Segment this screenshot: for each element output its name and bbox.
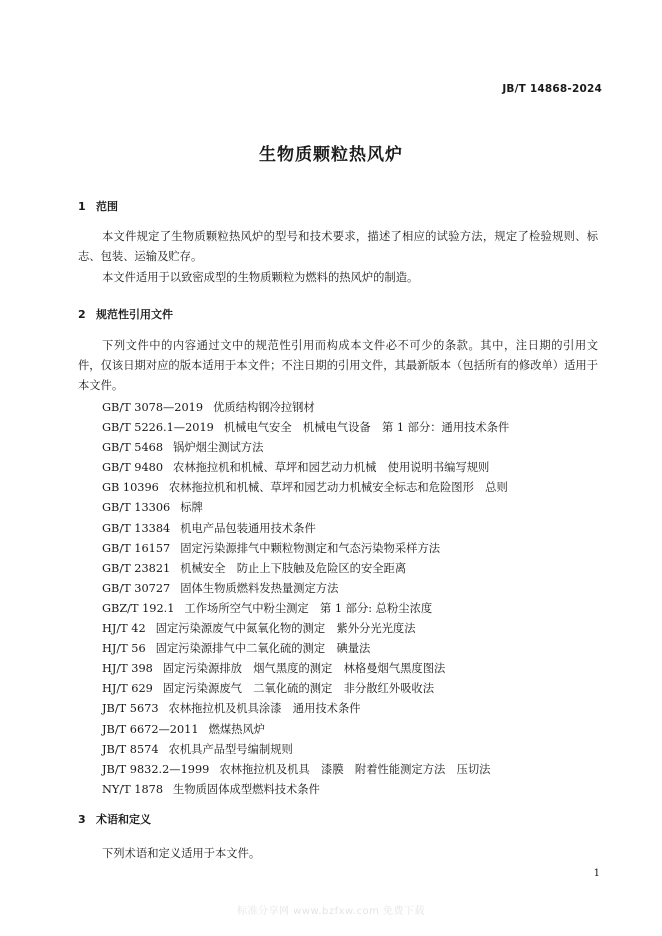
reference-title: 固定污染源废气中氮氧化物的测定 紫外分光光度法 <box>155 622 416 636</box>
reference-title: 工作场所空气中粉尘测定 第 1 部分: 总粉尘浓度 <box>184 601 433 615</box>
reference-title: 固定污染源排气中颗粒物测定和气态污染物采样方法 <box>180 541 441 555</box>
section-number: 2 <box>78 308 86 321</box>
reference-title: 生物质固体成型燃料技术条件 <box>173 782 320 796</box>
reference-item <box>102 418 509 438</box>
reference-code: GB/T 13306 <box>102 501 171 515</box>
reference-code: GB/T 16157 <box>102 541 171 555</box>
reference-item <box>102 398 509 418</box>
reference-list <box>102 398 509 800</box>
reference-code: JB/T 5673 <box>102 702 159 716</box>
section-heading-scope <box>78 198 118 214</box>
reference-title: 固定污染源排气中二氧化硫的测定 碘量法 <box>155 642 371 656</box>
reference-code: GB/T 5226.1—2019 <box>102 421 214 435</box>
reference-title: 农林拖拉机和机械、草坪和园艺动力机械安全标志和危险图形 总则 <box>168 481 508 495</box>
reference-title: 农林拖拉机及机具 漆膜 附着性能测定方法 压切法 <box>219 762 491 776</box>
watermark: 标准分享网 www.bzfxw.com 免费下载 <box>237 906 425 917</box>
section-title: 规范性引用文件 <box>96 308 173 321</box>
reference-item <box>102 639 509 659</box>
reference-item <box>102 740 509 760</box>
reference-title: 固体生物质燃料发热量测定方法 <box>180 581 339 595</box>
reference-item <box>102 458 509 478</box>
reference-title: 固定污染源废气 二氧化硫的测定 非分散红外吸收法 <box>162 682 435 696</box>
reference-item <box>102 659 509 679</box>
reference-item <box>102 519 509 539</box>
reference-item <box>102 579 509 599</box>
reference-item <box>102 780 509 800</box>
section-heading-terms-and-definitions <box>78 811 151 827</box>
section-title: 术语和定义 <box>96 813 151 826</box>
section-heading-normative-references <box>78 306 173 322</box>
document-title: 生物质颗粒热风炉 <box>259 145 403 165</box>
reference-code: HJ/T 42 <box>102 622 146 636</box>
reference-item <box>102 619 509 639</box>
reference-item <box>102 438 509 458</box>
page-number: 1 <box>593 868 600 879</box>
scope-paragraph-2: 本文件适用于以致密成型的生物质颗粒为燃料的热风炉的制造。 <box>102 271 419 284</box>
section-title: 范围 <box>96 200 118 213</box>
section-number: 1 <box>78 200 86 213</box>
reference-item <box>102 478 509 498</box>
reference-code: JB/T 9832.2—1999 <box>102 762 210 776</box>
reference-title: 机械电气安全 机械电气设备 第 1 部分：通用技术条件 <box>223 421 510 435</box>
reference-code: NY/T 1878 <box>102 782 164 796</box>
reference-item <box>102 760 509 780</box>
reference-item <box>102 539 509 559</box>
reference-code: JB/T 8574 <box>102 742 159 756</box>
reference-title: 机电产品包装通用技术条件 <box>180 521 316 535</box>
standard-code: JB/T 14868-2024 <box>502 83 602 95</box>
section-number: 3 <box>78 813 86 826</box>
reference-title: 标牌 <box>180 501 203 515</box>
reference-code: HJ/T 56 <box>102 642 146 656</box>
reference-title: 优质结构钢冷拉钢材 <box>213 401 315 414</box>
reference-code: GB/T 3078—2019 <box>102 401 204 414</box>
terms-intro-paragraph: 下列术语和定义适用于本文件。 <box>102 847 261 860</box>
reference-code: GB/T 13384 <box>102 521 171 535</box>
reference-code: HJ/T 398 <box>102 662 153 676</box>
reference-code: GB 10396 <box>102 481 159 495</box>
reference-title: 燃煤热风炉 <box>208 722 266 736</box>
reference-code: GB/T 23821 <box>102 561 171 575</box>
scope-paragraph-1: 本文件规定了生物质颗粒热风炉的型号和技术要求，描述了相应的试验方法，规定了检验规则、标志、包装、运输及贮存。 <box>78 230 598 263</box>
reference-code: GB/T 9480 <box>102 461 164 475</box>
reference-title: 固定污染源排放 烟气黑度的测定 林格曼烟气黑度图法 <box>162 662 446 676</box>
reference-item <box>102 599 509 619</box>
reference-title: 农林拖拉机和机械、草坪和园艺动力机械 使用说明书编写规则 <box>173 461 490 475</box>
reference-code: JB/T 6672—2011 <box>102 722 199 736</box>
reference-code: GB/T 30727 <box>102 581 171 595</box>
normative-intro-paragraph: 下列文件中的内容通过文中的规范性引用而构成本文件必不可少的条款。其中，注日期的引用文件，仅该日期对应的版本适用于本文件；不注日期的引用文件，其最新版本（包括所有的修改单）适用于本文件。 <box>78 339 598 392</box>
reference-code: HJ/T 629 <box>102 682 153 696</box>
reference-title: 机械安全 防止上下肢触及危险区的安全距离 <box>180 561 407 575</box>
reference-title: 农机具产品型号编制规则 <box>168 742 293 756</box>
reference-code: GBZ/T 192.1 <box>102 601 175 615</box>
reference-item <box>102 699 509 719</box>
reference-item <box>102 498 509 518</box>
reference-code: GB/T 5468 <box>102 441 164 455</box>
reference-item <box>102 679 509 699</box>
reference-item <box>102 559 509 579</box>
reference-title: 农林拖拉机及机具涂漆 通用技术条件 <box>168 702 361 716</box>
reference-title: 锅炉烟尘测试方法 <box>173 441 264 455</box>
reference-item <box>102 720 509 740</box>
